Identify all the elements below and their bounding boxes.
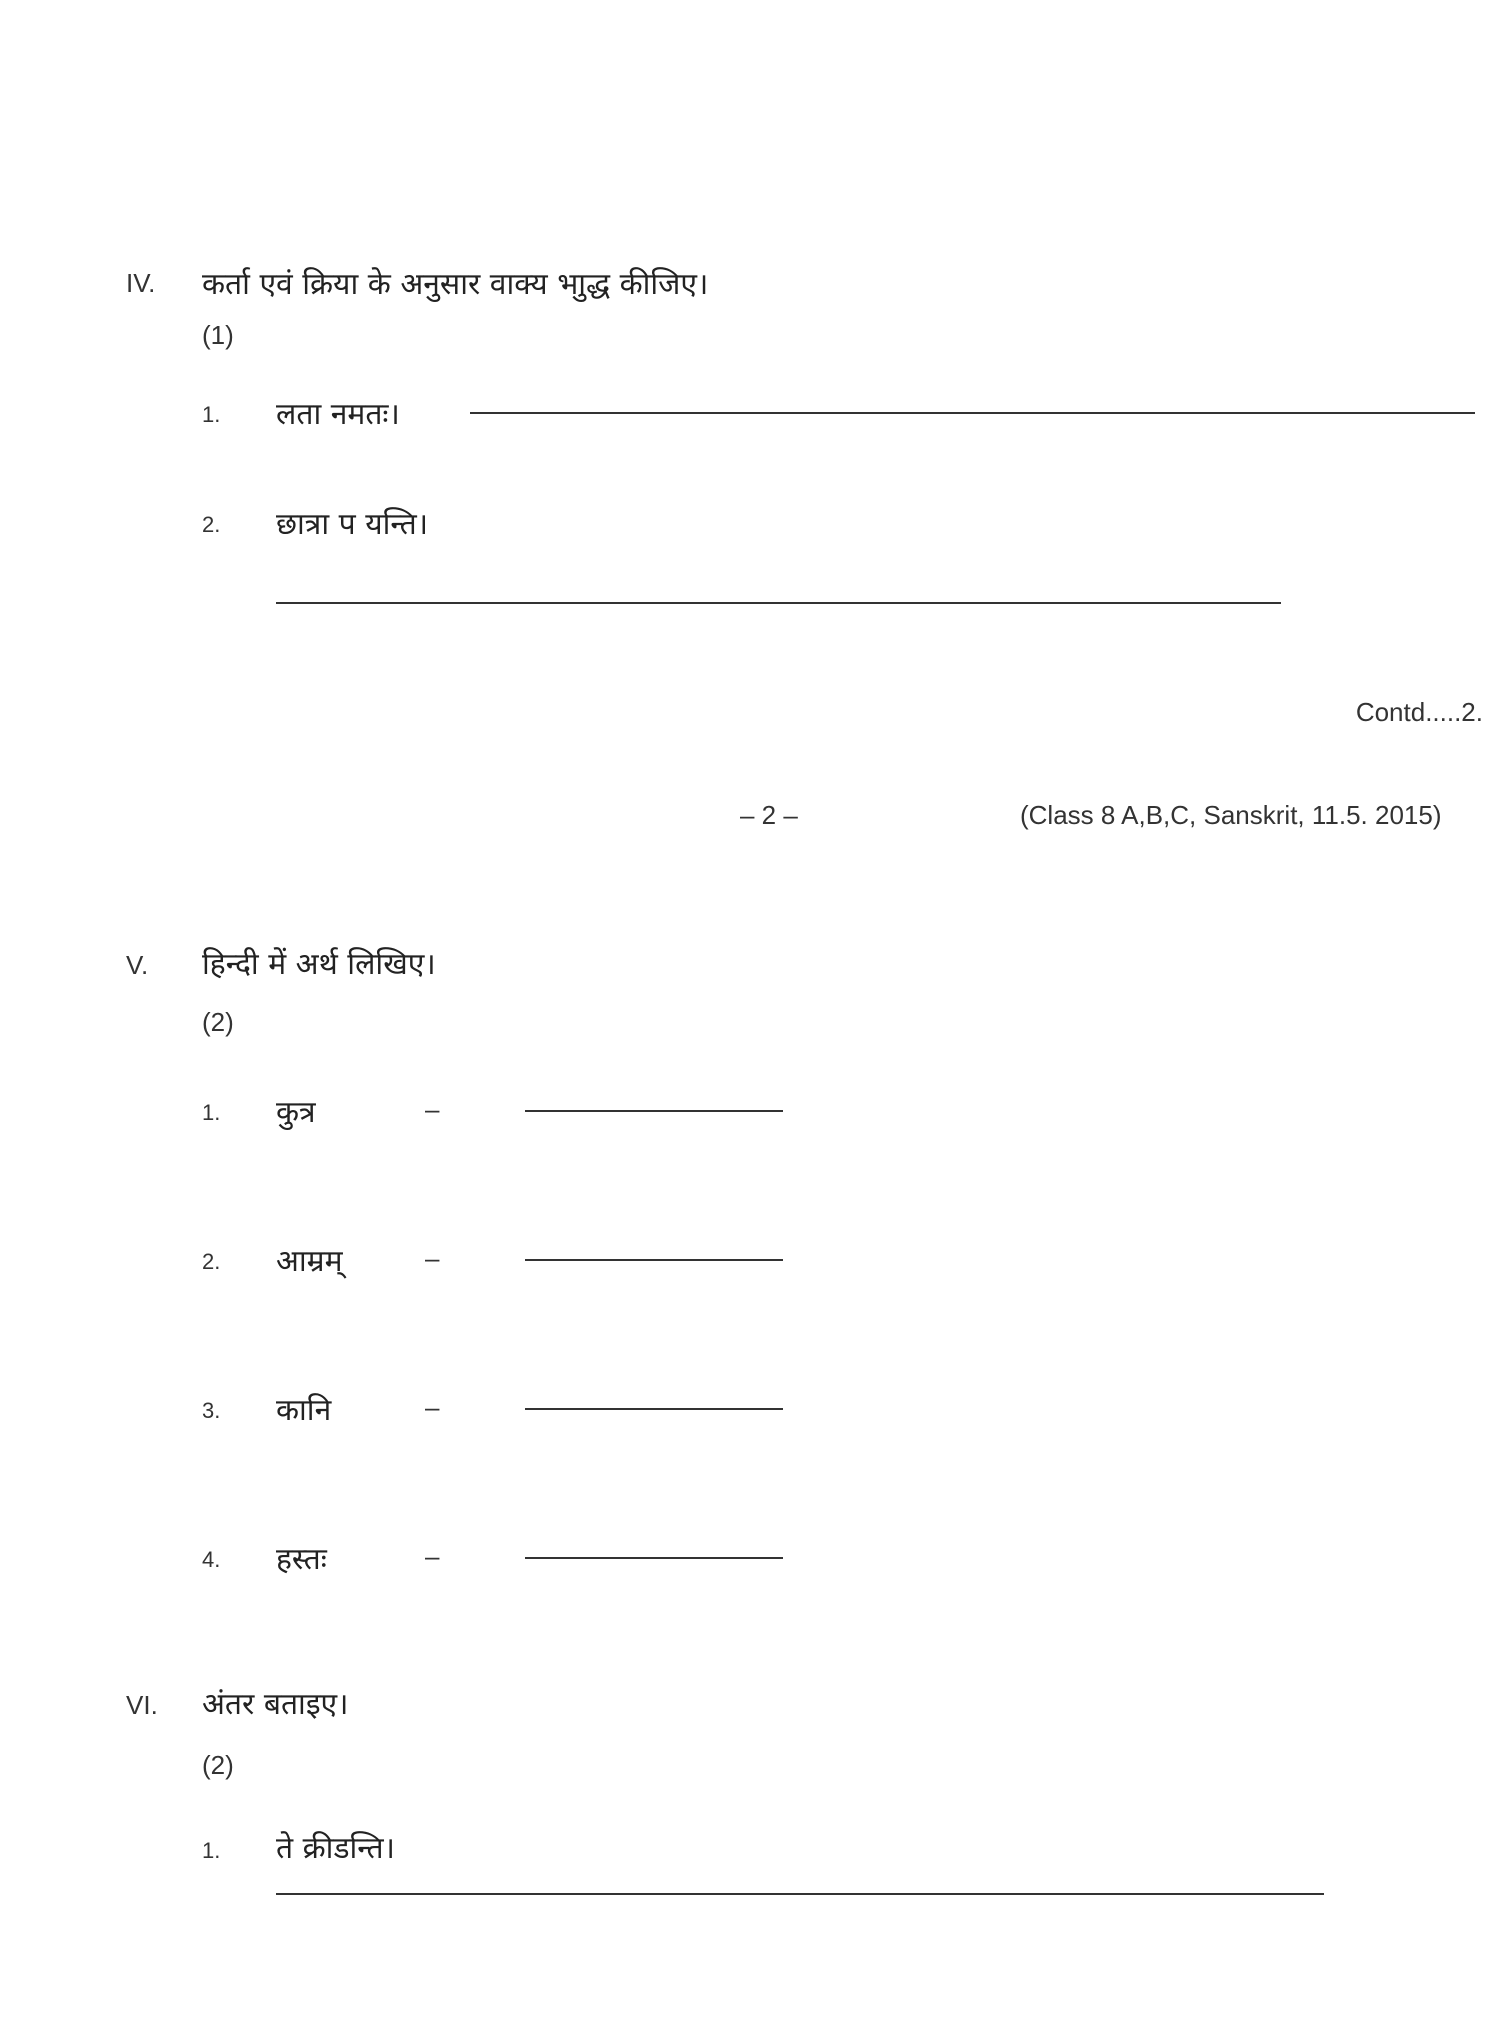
section-vi-item-1-number: 1. [202, 1838, 221, 1863]
section-v-marks: (2) [202, 1007, 234, 1037]
section-v-item-3-answer-line [525, 1408, 783, 1410]
section-v-item-1-separator: – [425, 1094, 440, 1124]
section-v-item-4-separator: – [425, 1541, 440, 1571]
section-iv-numeral: IV. [126, 268, 156, 298]
section-iv-item-1-number: 1. [202, 402, 221, 427]
section-v-instruction: हिन्दी में अर्थ लिखिए। [202, 947, 436, 982]
section-iv-item-2-text: छात्रा प यन्ति। [276, 507, 429, 542]
section-iv-item-1-answer-line [470, 412, 1475, 414]
section-vi-marks: (2) [202, 1750, 234, 1780]
section-v-item-4-number: 4. [202, 1547, 221, 1572]
section-v-item-1-answer-line [525, 1110, 783, 1112]
section-iv-item-2-answer-line [276, 602, 1281, 604]
section-v-item-3-number: 3. [202, 1398, 221, 1423]
section-v-item-2-answer-line [525, 1259, 783, 1261]
section-v-item-3-word: कानि [276, 1393, 332, 1428]
section-vi-numeral: VI. [126, 1690, 158, 1720]
section-v-item-4-word: हस्तः [276, 1542, 327, 1577]
section-v-item-2-number: 2. [202, 1249, 221, 1274]
section-v-numeral: V. [126, 950, 149, 980]
section-v-item-1-word: कुत्र [276, 1095, 316, 1130]
section-v-item-2-word: आम्रम् [276, 1244, 343, 1279]
section-v-item-3-separator: – [425, 1392, 440, 1422]
section-v-item-2-separator: – [425, 1243, 440, 1273]
contd-note: Contd.....2. [1355, 697, 1483, 727]
section-vi-item-1-text: ते क्रीडन्ति। [276, 1831, 395, 1866]
class-info: (Class 8 A,B,C, Sanskrit, 11.5. 2015) [1020, 800, 1442, 830]
section-iv-instruction: कर्ता एवं क्रिया के अनुसार वाक्य भाुद्ध कीजिए। [202, 267, 709, 302]
section-iv-marks: (1) [202, 320, 234, 350]
section-v-item-1-number: 1. [202, 1100, 221, 1125]
section-vi-instruction: अंतर बताइए। [202, 1687, 349, 1722]
section-vi-item-1-answer-line [276, 1893, 1324, 1895]
page-number: – 2 – [740, 800, 798, 830]
section-iv-item-2-number: 2. [202, 512, 221, 537]
section-v-item-4-answer-line [525, 1557, 783, 1559]
section-iv-item-1-text: लता नमतः। [276, 397, 400, 432]
